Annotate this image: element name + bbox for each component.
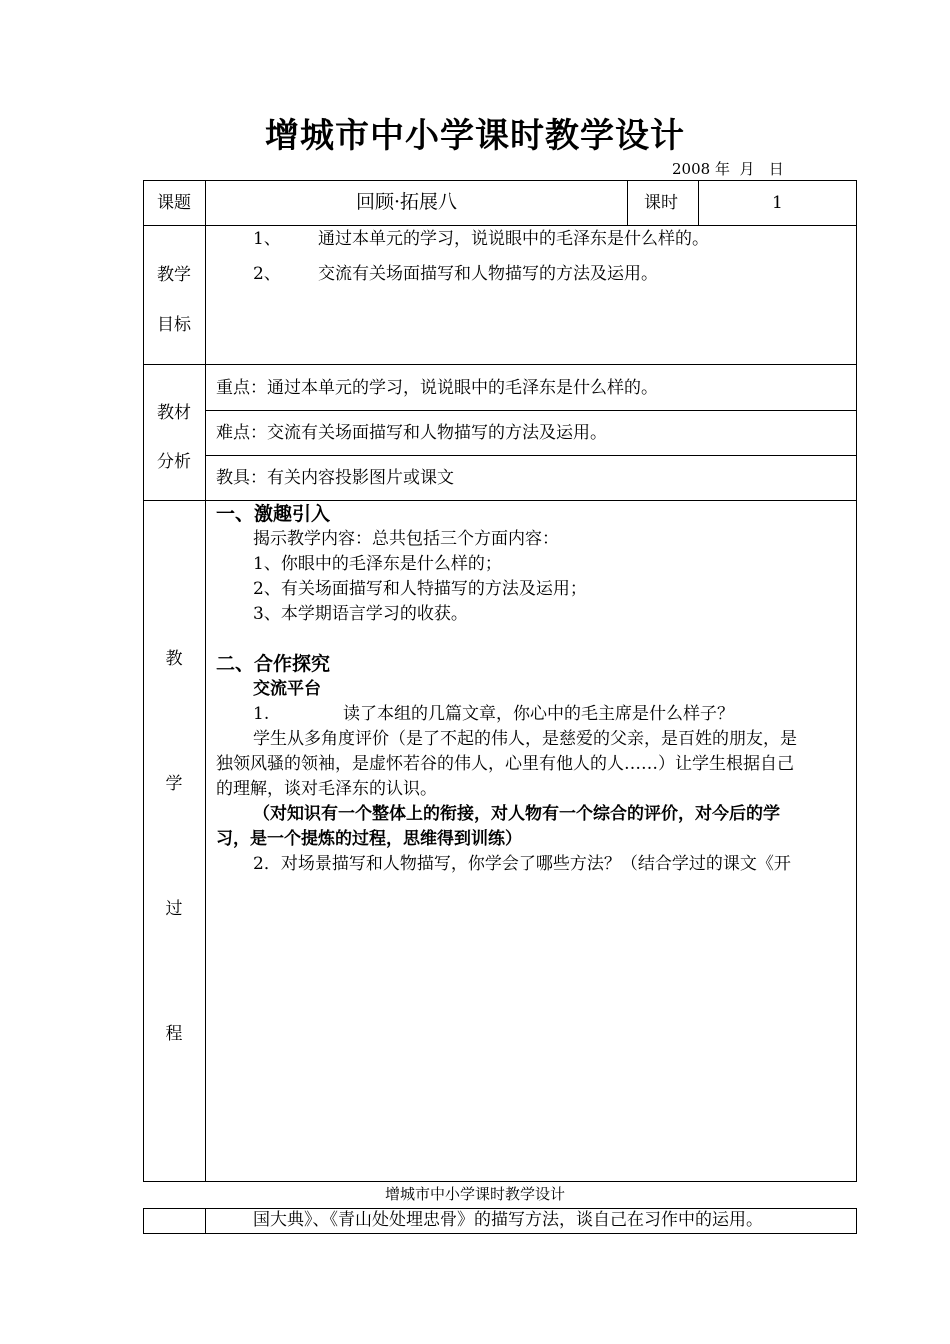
period-label: 课时 xyxy=(644,193,678,213)
teaching-tools: 教具：有关内容投影图片或课文 xyxy=(216,468,454,488)
row-divider-objectives xyxy=(143,364,857,365)
objectives-label-1: 教学 xyxy=(157,265,191,285)
section-1-line: 揭示教学内容：总共包括三个方面内容： xyxy=(253,529,559,549)
footer-title: 增城市中小学课时教学设计 xyxy=(384,1185,565,1203)
paragraph-line: 学生从多角度评价（是了不起的伟人，是慈爱的父亲，是百姓的朋友，是 xyxy=(253,729,797,749)
analysis-label-2: 分析 xyxy=(157,452,191,472)
section-1-line: 2、有关场面描写和人特描写的方法及运用； xyxy=(253,579,587,599)
difficult-point: 难点：交流有关场面描写和人物描写的方法及运用。 xyxy=(216,423,607,443)
objective-2-text: 交流有关场面描写和人物描写的方法及运用。 xyxy=(318,264,658,284)
process-label-char-3: 过 xyxy=(165,899,183,919)
table-border-bottom xyxy=(143,1181,857,1182)
continuation-label-divider xyxy=(205,1208,206,1233)
key-point: 重点：通过本单元的学习，说说眼中的毛泽东是什么样的。 xyxy=(216,378,658,398)
continuation-border-right xyxy=(856,1208,857,1233)
date-line: 2008 年 月 日 xyxy=(672,160,784,178)
row-divider-header xyxy=(143,225,857,226)
row-divider-keypoint xyxy=(205,410,857,411)
continuation-border-bottom xyxy=(143,1233,857,1234)
paragraph-line: 独领风骚的领袖，是虚怀若谷的伟人，心里有他人的人……）让学生根据自己 xyxy=(216,754,794,774)
section-1-line: 3、本学期语言学习的收获。 xyxy=(253,604,468,624)
row-divider-analysis xyxy=(143,500,857,501)
note-line: （对知识有一个整体上的衔接，对人物有一个综合的评价，对今后的学 xyxy=(253,804,780,824)
label-column-divider xyxy=(205,180,206,1182)
row-divider-difficult xyxy=(205,455,857,456)
process-label-char-4: 程 xyxy=(165,1024,183,1044)
header-divider-1 xyxy=(627,180,628,225)
sub-heading: 交流平台 xyxy=(253,679,321,699)
continuation-text: 国大典》、《青山处处埋忠骨》的描写方法，谈自己在习作中的运用。 xyxy=(253,1210,763,1230)
topic-value: 回顾·拓展八 xyxy=(356,191,458,213)
question-2-line: 2．对场景描写和人物描写，你学会了哪些方法？（结合学过的课文《开 xyxy=(253,854,791,874)
objective-1-text: 通过本单元的学习，说说眼中的毛泽东是什么样的。 xyxy=(318,229,709,249)
section-1-line: 1、你眼中的毛泽东是什么样的； xyxy=(253,554,502,574)
continuation-border-top xyxy=(143,1208,857,1209)
question-1-number: 1. xyxy=(253,704,270,724)
header-divider-2 xyxy=(698,180,699,225)
note-line: 习，是一个提炼的过程，思维得到训练） xyxy=(216,829,522,849)
process-label-char-1: 教 xyxy=(165,649,183,669)
continuation-border-left xyxy=(143,1208,144,1233)
period-value: 1 xyxy=(772,193,783,213)
paragraph-line: 的理解，谈对毛泽东的认识。 xyxy=(216,779,437,799)
section-1-heading: 一、激趣引入 xyxy=(216,503,331,525)
objective-1-number: 1、 xyxy=(253,229,281,249)
analysis-label-1: 教材 xyxy=(157,403,191,423)
table-border-top xyxy=(143,180,857,181)
table-border-right xyxy=(856,180,857,1182)
question-1-text: 读了本组的几篇文章，你心中的毛主席是什么样子？ xyxy=(343,704,734,724)
section-2-heading: 二、合作探究 xyxy=(216,653,331,675)
page-title: 增城市中小学课时教学设计 xyxy=(265,116,685,156)
objective-2-number: 2、 xyxy=(253,264,281,284)
topic-label: 课题 xyxy=(157,193,191,213)
process-label-char-2: 学 xyxy=(165,774,183,794)
objectives-label-2: 目标 xyxy=(157,315,191,335)
